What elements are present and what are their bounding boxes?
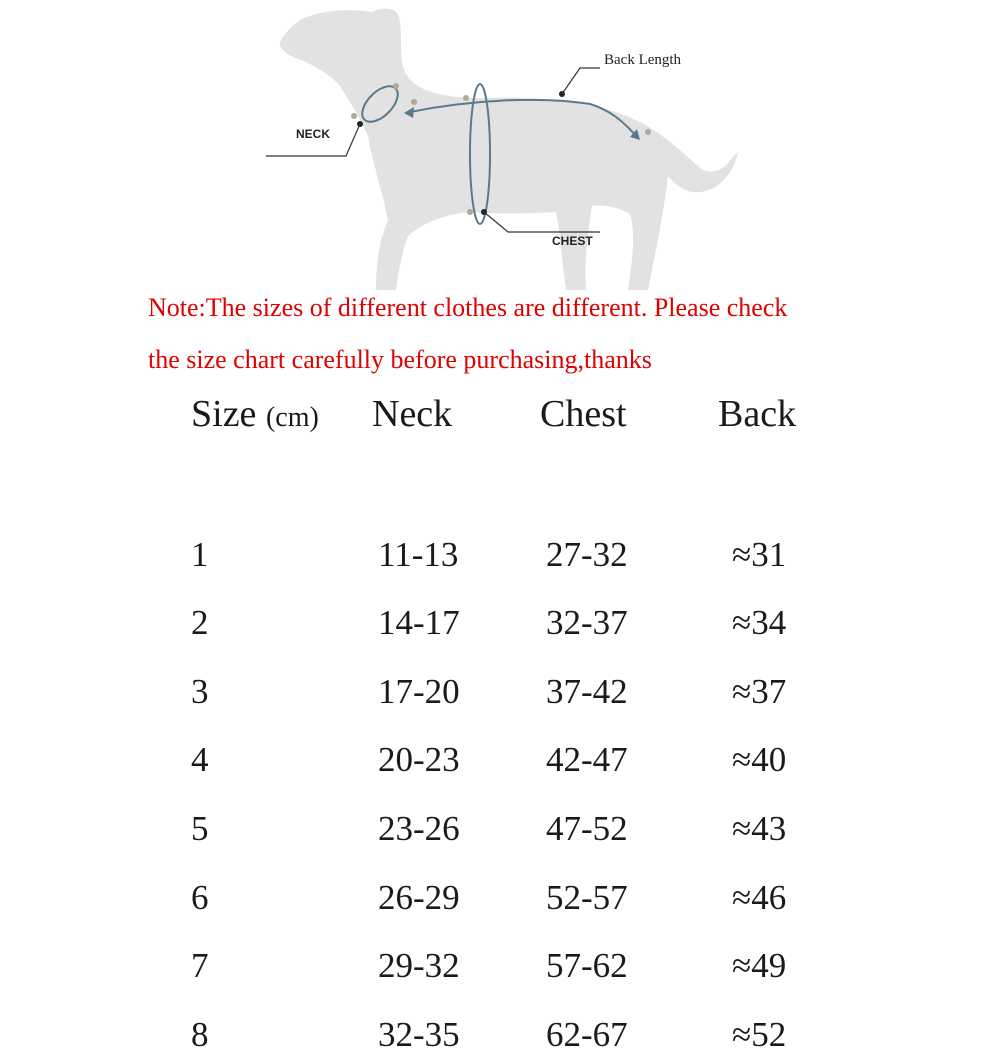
header-back: Back — [718, 393, 797, 435]
size-cell: 4 — [191, 740, 209, 780]
back-length-label: Back Length — [604, 52, 682, 68]
neck-cell: 23-26 — [378, 808, 460, 848]
size-cell: 8 — [191, 1014, 209, 1054]
size-note — [148, 282, 988, 386]
table-row — [0, 521, 1000, 643]
table-row — [0, 590, 1000, 711]
neck-cell: 20-23 — [378, 740, 460, 780]
table-header-row — [0, 384, 1000, 453]
note-line-2: the size chart carefully before purchasing,thanks — [148, 345, 652, 374]
back-cell: ≈40 — [732, 740, 787, 780]
size-chart-table — [0, 384, 1000, 1054]
header-size-label: Size — [191, 393, 257, 435]
back-cell: ≈52 — [732, 1014, 787, 1054]
back-cell: ≈31 — [732, 534, 787, 574]
neck-label: NECK — [296, 127, 331, 141]
neck-cell: 17-20 — [378, 671, 460, 711]
table-row — [0, 864, 1000, 986]
note-line-1: Note:The sizes of different clothes are different. Please check — [148, 293, 788, 322]
dog-silhouette-illustration — [0, 0, 1000, 290]
chest-label: CHEST — [552, 234, 593, 248]
neck-cell: 14-17 — [378, 603, 460, 643]
size-cell: 2 — [191, 603, 209, 643]
table-row — [0, 933, 1000, 1054]
table-row — [0, 727, 1000, 848]
neck-cell: 32-35 — [378, 1014, 460, 1054]
size-cell: 6 — [191, 877, 209, 917]
table-row — [0, 453, 1000, 574]
chest-cell: 32-37 — [546, 603, 628, 643]
back-cell: ≈43 — [732, 808, 787, 848]
dog-measurement-diagram — [0, 0, 1000, 290]
neck-cell: 29-32 — [378, 946, 460, 986]
back-cell: ≈49 — [732, 946, 787, 986]
size-cell: 5 — [191, 808, 209, 848]
back-cell: ≈46 — [732, 877, 787, 917]
size-cell: 7 — [191, 946, 209, 986]
chest-cell: 37-42 — [546, 671, 628, 711]
table-row — [0, 796, 1000, 917]
chest-cell: 52-57 — [546, 877, 628, 917]
back-cell: ≈34 — [732, 603, 787, 643]
neck-cell: 26-29 — [378, 877, 460, 917]
chest-cell: 47-52 — [546, 808, 628, 848]
size-cell: 1 — [191, 534, 209, 574]
chest-cell: 42-47 — [546, 740, 628, 780]
header-neck: Neck — [372, 393, 453, 435]
back-cell: ≈37 — [732, 671, 787, 711]
size-cell: 3 — [191, 671, 209, 711]
neck-cell: 11-13 — [378, 534, 459, 574]
chest-cell: 62-67 — [546, 1014, 628, 1054]
header-size — [191, 392, 319, 436]
chest-cell: 27-32 — [546, 534, 628, 574]
table-row — [0, 658, 1000, 780]
back-length-leader — [562, 68, 600, 94]
chest-cell: 57-62 — [546, 946, 628, 986]
header-chest: Chest — [540, 393, 627, 435]
header-unit: (cm) — [265, 402, 319, 433]
